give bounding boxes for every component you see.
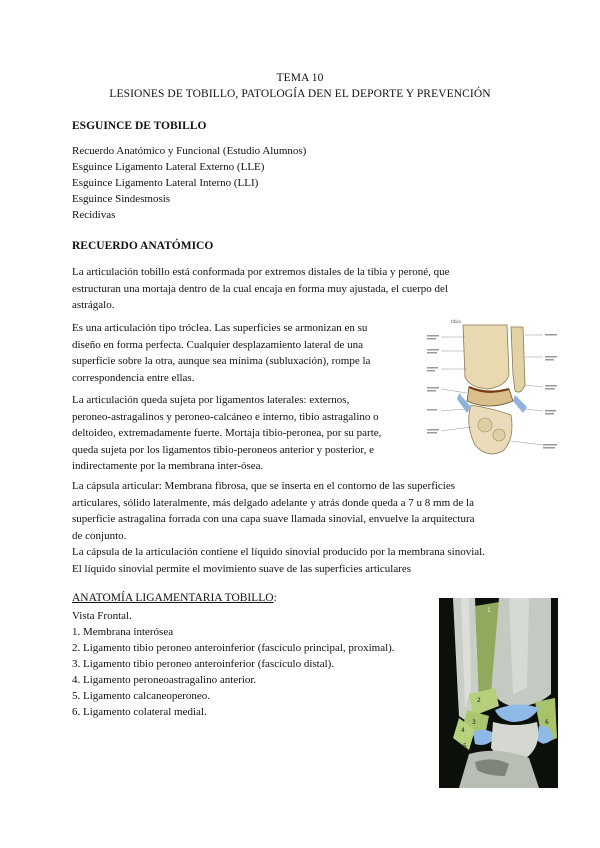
anatomy-paragraph-4 — [72, 478, 532, 578]
text-line: superficie astragalina forrada con una capa suave llamada sinovial, envuelve la arquitectura — [72, 513, 475, 526]
ligament-number: 6 — [545, 719, 549, 726]
ligament-number: 4 — [461, 727, 465, 734]
text-line: astrágalo. — [72, 299, 115, 312]
ligament-item: 6. Ligamento colateral medial. — [72, 706, 207, 718]
document-subtitle: LESIONES DE TOBILLO, PATOLOGÍA DEN EL DEPORTE Y PREVENCIÓN — [109, 88, 491, 100]
text-line: queda sujeta por los ligamentos tibio-peroneos anterior y posterior, e — [72, 443, 374, 456]
text-line: articulares, sólido lateralmente, más delgado adelante y atrás donde queda a 7 u 8 mm de la — [72, 496, 474, 509]
text-line: La articulación tobillo está conformada por extremos distales de la tibia y peroné, que — [72, 266, 450, 278]
ligament-item: 5. Ligamento calcaneoperoneo. — [72, 690, 211, 702]
ligament-number: 3 — [472, 719, 476, 726]
figure-label: tibia — [451, 320, 461, 325]
sprain-item: Esguince Ligamento Lateral Interno (LLI) — [72, 177, 259, 189]
text-line: La cápsula de la articulación contiene el líquido sinovial producido por la membrana sinovial. — [72, 546, 485, 559]
anatomy-paragraph-1 — [72, 264, 492, 314]
text-line: peroneo-astragalinos y peroneo-calcáneo e interno, tibio astragalino o — [72, 410, 379, 423]
text-line: Es una articulación tipo tróclea. Las superficies se armonizan en su — [72, 322, 368, 334]
anatomy-heading: RECUERDO ANATÓMICO — [72, 240, 214, 252]
ligament-item: 2. Ligamento tibio peroneo anteroinferior (fascículo principal, proximal). — [72, 642, 395, 654]
sprain-item: Esguince Sindesmosis — [72, 193, 171, 205]
text-line: diseño en forma perfecta. Cualquier desplazamiento lateral de una — [72, 338, 364, 351]
ligament-item: 4. Ligamento peroneoastragalino anterior. — [72, 674, 257, 686]
ligament-item: 1. Membrana interósea — [72, 626, 174, 638]
text-line: La cápsula articular: Membrana fibrosa, que se inserta en el contorno de las superficies — [72, 480, 456, 492]
ligament-number: 5 — [463, 743, 467, 750]
sprain-item: Esguince Ligamento Lateral Externo (LLE) — [72, 161, 265, 173]
ligament-number: 1 — [487, 607, 491, 614]
text-line: indirectamente por la membrana inter-ósea. — [72, 460, 264, 473]
sprain-heading: ESGUINCE DE TOBILLO — [72, 120, 207, 132]
sprain-item: Recidivas — [72, 209, 116, 221]
ligament-item: 3. Ligamento tibio peroneo anteroinferior (fascículo distal). — [72, 658, 335, 670]
anatomy-paragraph-2 — [72, 320, 402, 386]
ligament-heading-colon: : — [273, 592, 277, 604]
ligament-heading — [72, 592, 277, 604]
text-line: superficie sobre la otra, aunque sea mínima (subluxación), rompe la — [72, 355, 371, 368]
text-line: de conjunto. — [72, 529, 127, 542]
ligament-view: Vista Frontal. — [72, 610, 132, 622]
anatomy-paragraph-3 — [72, 392, 412, 475]
ankle-anatomy-illustration — [425, 315, 560, 475]
text-line: deltoideo, extremadamente fuerte. Mortaja tibio-peronea, por su parte, — [72, 427, 382, 440]
ligament-heading-text: ANATOMÍA LIGAMENTARIA TOBILLO — [72, 592, 274, 604]
ligament-number: 2 — [477, 697, 481, 704]
text-line: La articulación queda sujeta por ligamentos laterales: externos, — [72, 394, 350, 406]
text-line: El líquido sinovial permite el movimiento suave de las superficies articulares — [72, 562, 412, 575]
text-line: estructuran una mortaja dentro de la cual encaja en forma muy ajustada, el cuerpo del — [72, 282, 448, 295]
ankle-ligament-render — [439, 598, 558, 788]
topic-title: TEMA 10 — [276, 72, 324, 84]
sprain-item: Recuerdo Anatómico y Funcional (Estudio Alumnos) — [72, 145, 307, 157]
text-line: correspondencia entre ellas. — [72, 371, 195, 384]
